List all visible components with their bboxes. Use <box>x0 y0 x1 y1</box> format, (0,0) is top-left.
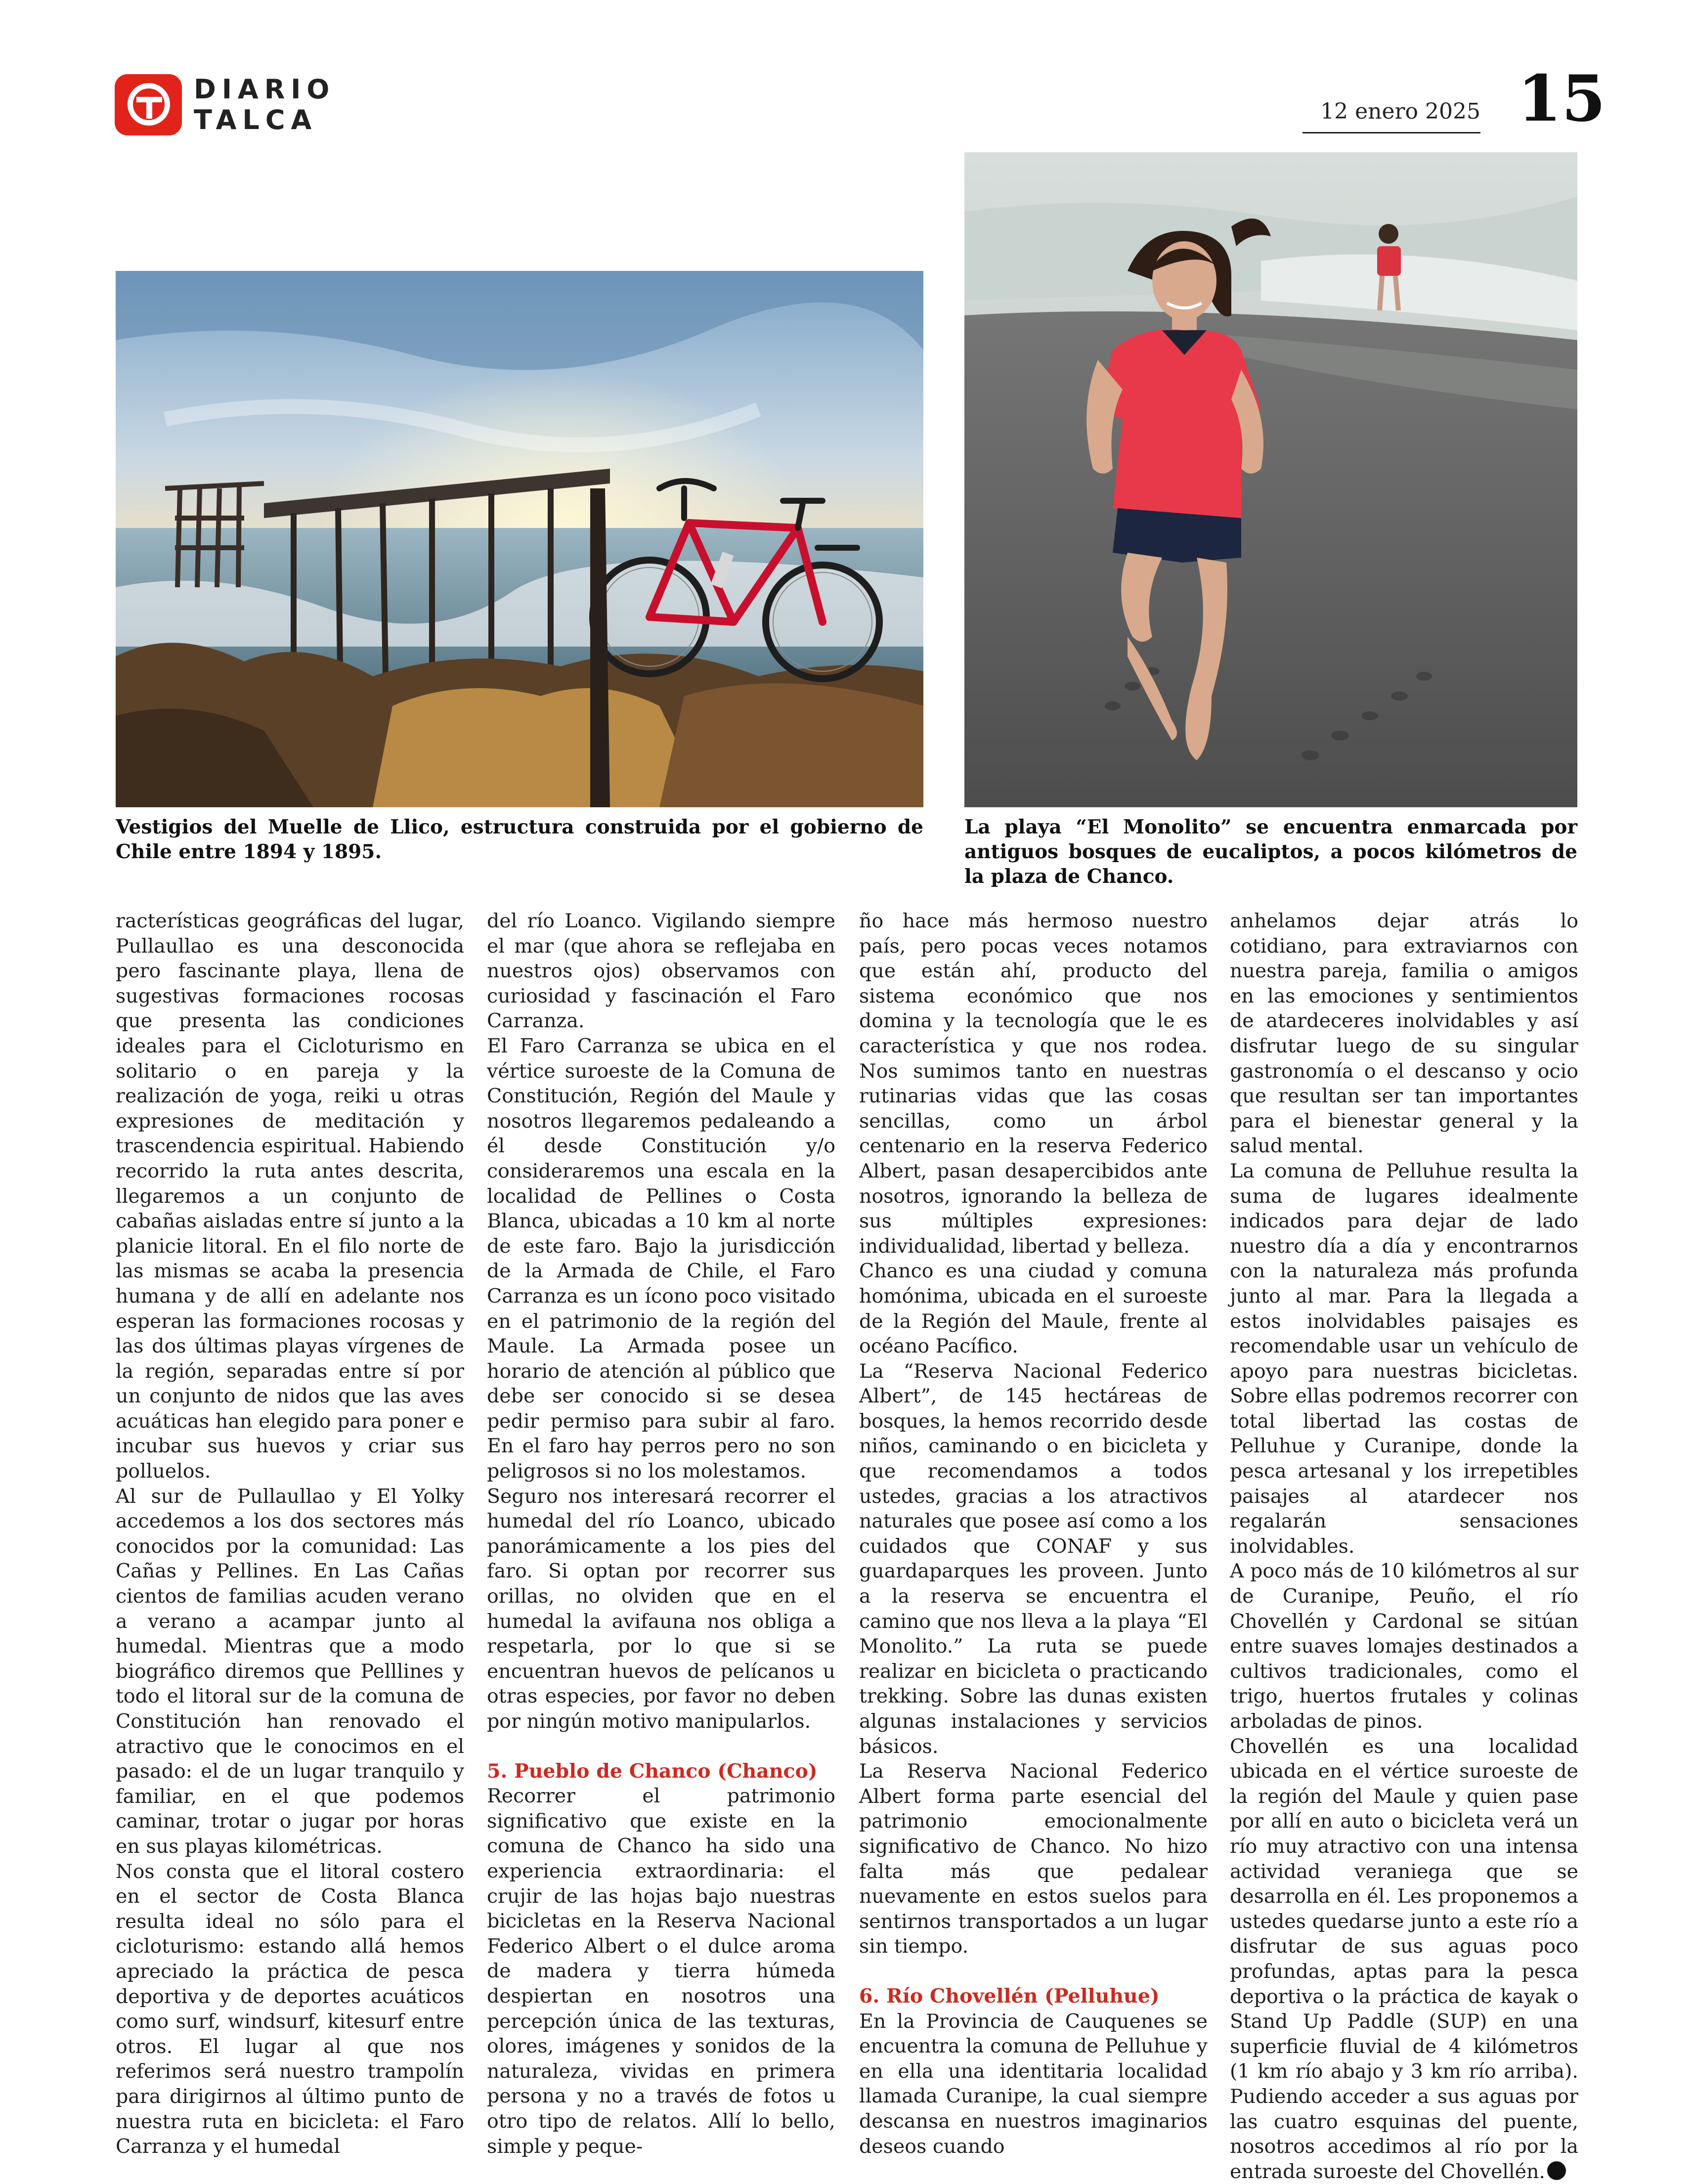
article-column-4 <box>1230 909 1578 2184</box>
logo-line-1: DIARIO <box>194 74 336 105</box>
paragraph: Recorrer el patrimonio significativo que existe en la comuna de Chanco ha sido una experiencia extraordinaria: el crujir de las hojas bajo nuestras bicicletas en la Reserva Nacional Federico Albert o el dulce aroma de madera y tierra húmeda despiertan en nosotros una percepción única de las texturas, olores, imágenes y sonidos de la naturaleza, vividas en primera persona y no a través de fotos u otro tipo de relatos. Allí lo bello, simple y peque- <box>487 1785 835 2158</box>
section-heading-chovellen: 6. Río Chovellén (Pelluhue) <box>859 1984 1160 2008</box>
section-heading-chanco: 5. Pueblo de Chanco (Chanco) <box>487 1759 818 1783</box>
paragraph: Chanco es una ciudad y comuna homónima, ubicada en el suroeste de la Región del Maule, frente al océano Pacífico. <box>859 1260 1208 1358</box>
paragraph: A poco más de 10 kilómetros al sur de Curanipe, Peuño, el río Chovellén y Cardonal se sitúan entre suaves lomajes destinados a cultivos tradicionales, como el trigo, huertos frutales y colinas arboladas de pinos. <box>1230 1560 1578 1733</box>
paragraph: racterísticas geográficas del lugar, Pullaullao es una desconocida pero fascinante playa, llena de sugestivas formaciones rocosas que presenta las condiciones ideales para el Cicloturismo en solitario o en pareja y la realización de yoga, reiki u otras expresiones de meditación y trascendencia espiritual. Habiendo recorrido la ruta antes descrita, llegaremos a un conjunto de cabañas aisladas entre sí junto a la planicie litoral. En el filo norte de las mismas se acaba la presencia humana y de allí en adelante nos esperan las formaciones rocosas y las dos últimas playas vírgenes de la región, separadas entre sí por un conjunto de nidos que las aves acuáticas han elegido para poner e incubar sus huevos y criar sus polluelos. <box>116 910 464 1483</box>
issue-date: 12 enero 2025 <box>1320 99 1480 124</box>
date-underline <box>1302 132 1480 133</box>
photo-caption-right: La playa “El Monolito” se encuentra enmarcada por antiguos bosques de eucaliptos, a pocos kilómetros de la plaza de Chanco. <box>964 816 1577 888</box>
logo-line-2: TALCA <box>194 104 318 135</box>
article-column-1 <box>116 909 464 2159</box>
paragraph: La Reserva Nacional Federico Albert forma parte esencial del patrimonio emocionalmente significativo de Chanco. No hizo falta más que pedalear nuevamente en estos suelos para sentirnos transportados a un lugar sin tiempo. <box>859 1760 1208 1958</box>
end-of-article-icon <box>1547 2161 1566 2180</box>
paragraph: La comuna de Pelluhue resulta la suma de lugares idealmente indicados para dejar de lado nuestro día a día y encontrarnos con la naturaleza más profunda junto al mar. Para la llegada a estos inolvidables paisajes es recomendable usar un vehículo de apoyo para nuestras bicicletas. Sobre ellas podremos recorrer con total libertad las costas de Pelluhue y Curanipe, donde la pesca artesanal y los irrepetibles paisajes al atardecer nos regalarán sensaciones inolvidables. <box>1230 1159 1578 1558</box>
muelle-bicycle-image <box>116 271 923 807</box>
diario-talca-logo <box>115 74 335 135</box>
logo-icon <box>115 74 182 135</box>
article-column-3 <box>859 909 1208 2159</box>
paragraph: ño hace más hermoso nuestro país, pero pocas veces notamos que están ahí, producto del sistema económico que nos domina y la tecnología que le es característica y que nos rodea. Nos sumimos tanto en nuestras rutinarias vidas que las cosas sencillas, como un árbol centenario en la reserva Federico Albert, pasan desapercibidos ante nosotros, ignorando la belleza de sus múltiples expresiones: individualidad, libertad y belleza. <box>859 910 1208 1258</box>
photo-muelle-llico <box>116 271 923 807</box>
paragraph: En la Provincia de Cauquenes se encuentra la comuna de Pelluhue y en ella una identitaria localidad llamada Curanipe, la cual siempre descansa en nuestros imaginarios deseos cuando <box>859 2009 1208 2158</box>
paragraph: Seguro nos interesará recorrer el humedal del río Loanco, ubicado panorámicamente a los pies del faro. Si optan por recorrer sus orillas, no olviden que en el humedal la avifauna nos obliga a respetarla, por lo que si se encuentran huevos de pelícanos u otras especies, por favor no deben por ningún motivo manipularlos. <box>487 1485 835 1733</box>
runner-beach-image <box>964 152 1577 807</box>
photo-caption-left: Vestigios del Muelle de Llico, estructura construida por el gobierno de Chile entre 1894 y 1895. <box>116 816 923 863</box>
paragraph: La “Reserva Nacional Federico Albert”, de 145 hectáreas de bosques, la hemos recorrido desde niños, caminando o en bicicleta y que recomendamos a todos ustedes, gracias a los atractivos naturales que posee así como a los cuidados que CONAF y sus guardaparques les proveen. Junto a la reserva se encuentra el camino que nos lleva a la playa “El Monolito.” La ruta se puede realizar en bicicleta o practicando trekking. Sobre las dunas existen algunas instalaciones y servicios básicos. <box>859 1359 1208 1758</box>
paragraph-last <box>1230 1734 1578 2184</box>
paragraph: El Faro Carranza se ubica en el vértice suroeste de la Comuna de Constitución, Región del Maule y nosotros llegaremos pedaleando a él desde Constitución y/o consideraremos una escala en la localidad de Pellines o Costa Blanca, ubicadas a 10 km al norte de este faro. Bajo la jurisdicción de la Armada de Chile, el Faro Carranza es un ícono poco visitado en el patrimonio de la región del Maule. La Armada posee un horario de atención al público que debe ser conocido si se desea pedir permiso para subir al faro. En el faro hay perros pero no son peligrosos si no los molestamos. <box>487 1034 835 1483</box>
paragraph: Nos consta que el litoral costero en el sector de Costa Blanca resulta ideal no sólo para el cicloturismo: estando allá hemos apreciado la práctica de pesca deportiva y de deportes acuáticos como surf, windsurf, kitesurf entre otros. El lugar al que nos referimos será nuestro trampolín para dirigirnos al último punto de nuestra ruta en bicicleta: el Faro Carranza y el humedal <box>116 1860 464 2158</box>
article-column-2 <box>487 909 835 2159</box>
paragraph-text: Chovellén es una localidad ubicada en el vértice suroeste de la región del Maule y quien pase por allí en auto o bicicleta verá un río muy atractivo con una intensa actividad veraniega que se desarrolla en él. Les proponemos a ustedes quedarse junto a este río a disfrutar de sus aguas poco profundas, aptas para la pesca deportiva o la práctica de kayak o Stand Up Paddle (SUP) en una superficie fluvial de 4 kilómetros (1 km río abajo y 3 km río arriba). Pudiendo acceder a sus aguas por las cuatro esquinas del puente, nosotros accedimos al río por la entrada suroeste del Chovellén. <box>1230 1735 1578 2183</box>
paragraph: anhelamos dejar atrás lo cotidiano, para extraviarnos con nuestra pareja, familia o amigos en las emociones y sentimientos de atardeceres inolvidables y así disfrutar luego de su singular gastronomía o el descanso y ocio que resultan ser tan importantes para el bienestar general y la salud mental. <box>1230 910 1578 1158</box>
paragraph: Al sur de Pullaullao y El Yolky accedemos a los dos sectores más conocidos por la comunidad: Las Cañas y Pellines. En Las Cañas cientos de familias acuden verano a verano a acampar junto al humedal. Mientras que a modo biográfico diremos que Pelllines y todo el litoral sur de la comuna de Constitución han renovado el atractivo que le conocimos en el pasado: el de un lugar tranquilo y familiar, en el que podemos caminar, trotar o jugar por horas en sus playas kilométricas. <box>116 1485 464 1858</box>
photo-playa-monolito <box>964 152 1577 807</box>
paragraph: del río Loanco. Vigilando siempre el mar (que ahora se reflejaba en nuestros ojos) observamos con curiosidad y fascinación el Faro Carranza. <box>487 910 835 1033</box>
page-number: 15 <box>1518 62 1606 136</box>
